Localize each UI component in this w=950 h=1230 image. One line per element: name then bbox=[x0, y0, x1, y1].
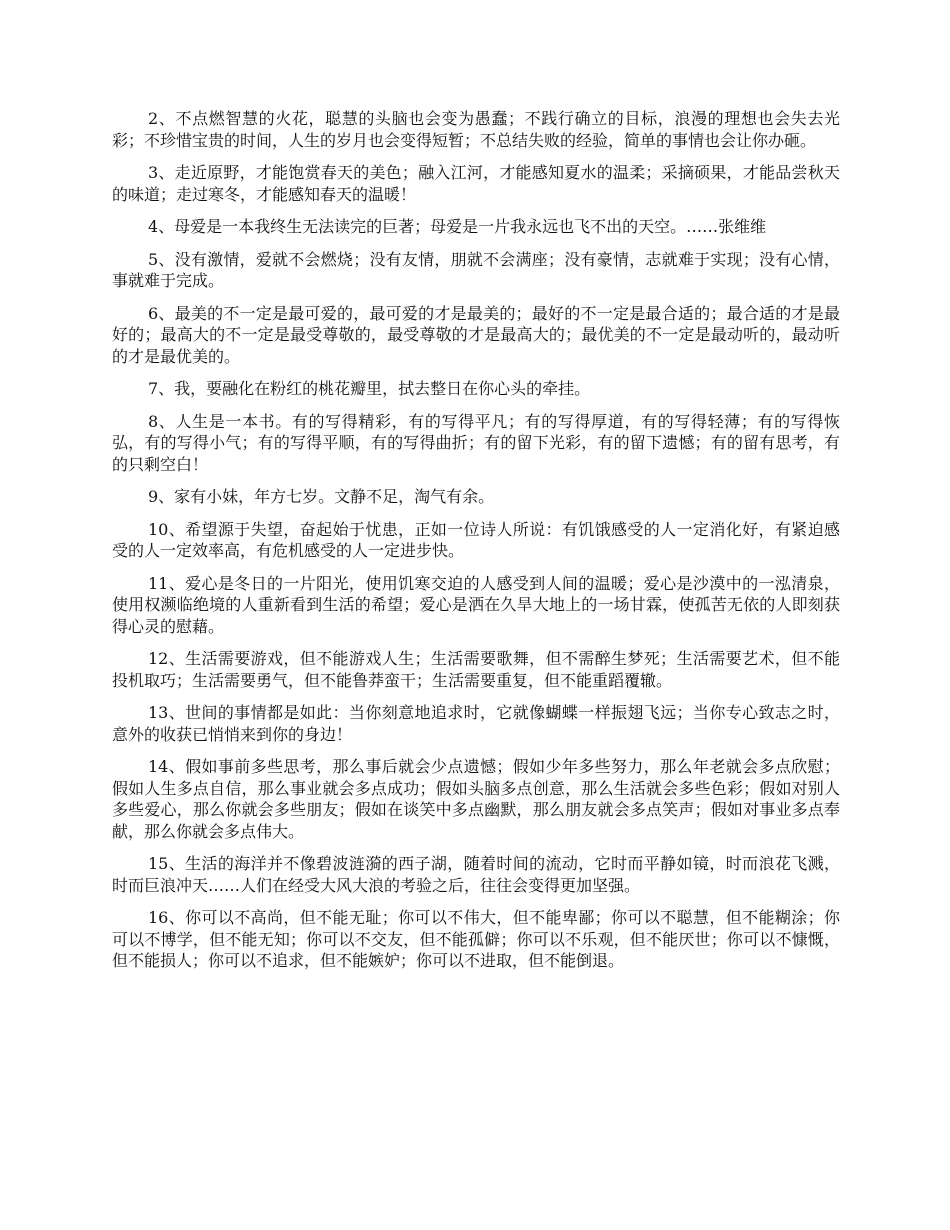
paragraph-7: 7、我，要融化在粉红的桃花瓣里，拭去整日在你心头的牵挂。 bbox=[148, 379, 591, 398]
paragraph-9: 9、家有小妹，年方七岁。文静不足，淘气有余。 bbox=[148, 487, 495, 506]
paragraph-2: 2、不点燃智慧的火花，聪慧的头脑也会变为愚蠢；不践行确立的目标，浪漫的理想也会失去光彩；不珍惜宝贵的时间，人生的岁月也会变得短暂；不总结失败的经验，简单的事情也会让你办砸。 bbox=[112, 109, 840, 150]
paragraph-11: 11、爱心是冬日的一片阳光，使用饥寒交迫的人感受到人间的温暖；爱心是沙漠中的一泓清泉，使用权濒临绝境的人重新看到生活的希望；爱心是洒在久旱大地上的一场甘霖，使孤苦无依的人即刻获得心灵的慰藉。 bbox=[112, 573, 840, 636]
paragraph-5: 5、没有激情，爱就不会燃烧；没有友情，朋就不会满座；没有豪情，志就难于实现；没有心情，事就难于完成。 bbox=[112, 249, 840, 290]
paragraph-3: 3、走近原野，才能饱赏春天的美色；融入江河，才能感知夏水的温柔；采摘硕果，才能品尝秋天的味道；走过寒冬，才能感知春天的温暖！ bbox=[112, 163, 840, 204]
paragraph-12: 12、生活需要游戏，但不能游戏人生；生活需要歌舞，但不需醉生梦死；生活需要艺术，但不能投机取巧；生活需要勇气，但不能鲁莽蛮干；生活需要重复，但不能重蹈覆辙。 bbox=[112, 649, 840, 690]
document-body bbox=[112, 108, 840, 983]
paragraph-15: 15、生活的海洋并不像碧波涟漪的西子湖，随着时间的流动，它时而平静如镜，时而浪花飞溅，时而巨浪冲天……人们在经受大风大浪的考验之后，往往会变得更加坚强。 bbox=[112, 854, 840, 895]
paragraph-13: 13、世间的事情都是如此：当你刻意地追求时，它就像蝴蝶一样振翅飞远；当你专心致志之时，意外的收获已悄悄来到你的身边！ bbox=[112, 703, 840, 744]
paragraph-10: 10、希望源于失望，奋起始于忧患，正如一位诗人所说：有饥饿感受的人一定消化好，有紧迫感受的人一定效率高，有危机感受的人一定进步快。 bbox=[112, 519, 840, 560]
paragraph-6: 6、最美的不一定是最可爱的，最可爱的才是最美的；最好的不一定是最合适的；最合适的才是最好的；最高大的不一定是最受尊敬的，最受尊敬的才是最高大的；最优美的不一定是最动听的，最动听的才是最优美的。 bbox=[112, 303, 840, 366]
paragraph-4: 4、母爱是一本我终生无法读完的巨著；母爱是一片我永远也飞不出的天空。……张维维 bbox=[148, 217, 767, 236]
paragraph-8: 8、人生是一本书。有的写得精彩，有的写得平凡；有的写得厚道，有的写得轻薄；有的写得恢弘，有的写得小气；有的写得平顺，有的写得曲折；有的留下光彩，有的留下遗憾；有的留有思考，有的只剩空白！ bbox=[112, 411, 840, 474]
paragraph-16: 16、你可以不高尚，但不能无耻；你可以不伟大，但不能卑鄙；你可以不聪慧，但不能糊涂；你可以不博学，但不能无知；你可以不交友，但不能孤僻；你可以不乐观，但不能厌世；你可以不慷慨，但不能损人；你可以不追求，但不能嫉妒；你可以不进取，但不能倒退。 bbox=[112, 908, 840, 970]
paragraph-14: 14、假如事前多些思考，那么事后就会少点遗憾；假如少年多些努力，那么年老就会多点欣慰；假如人生多点自信，那么事业就会多点成功；假如头脑多点创意，那么生活就会多些色彩；假如对别人多些爱心，那么你就会多些朋友；假如在谈笑中多点幽默，那么朋友就会多点笑声；假如对事业多点奉献，那么你就会多点伟大。 bbox=[112, 757, 840, 841]
